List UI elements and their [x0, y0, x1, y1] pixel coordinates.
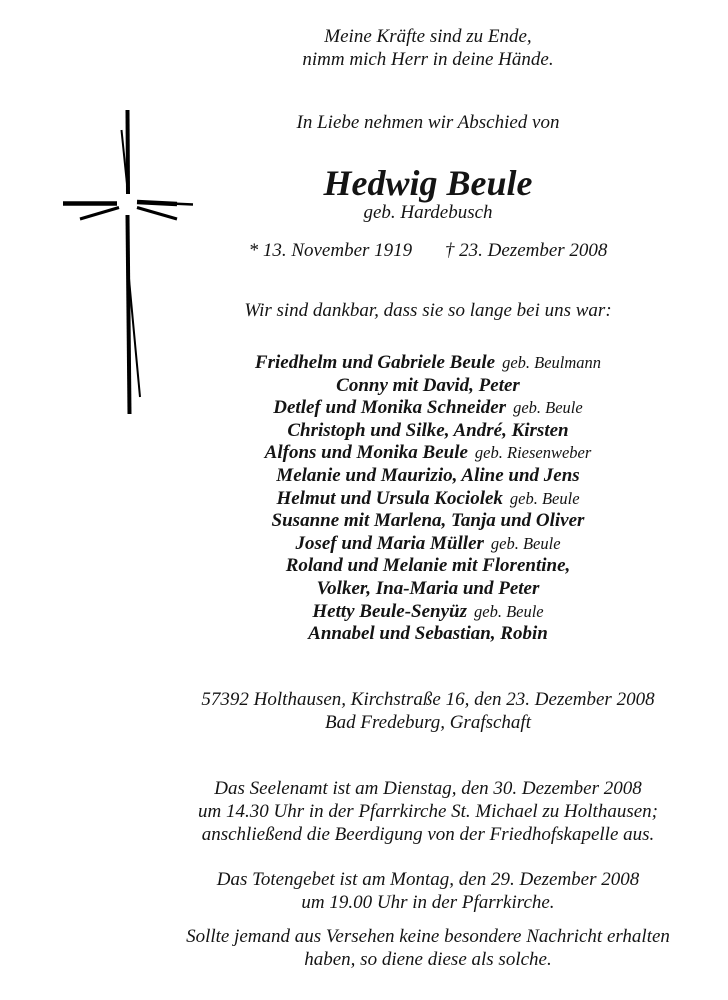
prayer-block [132, 868, 724, 914]
mourner-names: Hetty Beule-Senyüz [312, 600, 467, 622]
mourner-names: Detlef und Monika Schneider [273, 397, 507, 419]
mourner-line [132, 397, 724, 420]
mourner-maiden: geb. Beule [513, 398, 583, 418]
mourner-line [132, 352, 724, 375]
mourner-line [132, 420, 724, 443]
mourner-names: Helmut und Ursula Kociolek [276, 487, 503, 509]
mourner-maiden: geb. Beule [474, 601, 544, 621]
service-line-1: Das Seelenamt ist am Dienstag, den 30. Dezember 2008 [214, 777, 642, 799]
mourner-line [132, 555, 724, 578]
mourner-maiden: geb. Riesenweber [474, 443, 592, 463]
mourner-line [132, 375, 724, 398]
mourner-maiden: geb. Beulmann [502, 353, 602, 372]
mourner-line [132, 578, 724, 601]
mourner-line [132, 533, 724, 556]
mourner-names: Friedhelm und Gabriele Beule [254, 352, 496, 373]
mourner-line [132, 488, 724, 511]
gratitude-line: Wir sind dankbar, dass sie so lange bei uns war: [244, 300, 612, 321]
intro-line: In Liebe nehmen wir Abschied von [296, 112, 560, 133]
maiden-name: geb. Hardebusch [363, 202, 493, 223]
deceased-name: Hedwig Beule [323, 163, 533, 203]
place-date-line-1: 57392 Holthausen, Kirchstraße 16, den 23. Dezember 2008 [201, 688, 655, 710]
mourner-maiden: geb. Beule [509, 488, 580, 508]
mourner-names: Roland und Melanie mit Florentine, [285, 555, 571, 577]
mourner-line [132, 465, 724, 488]
mourner-names: Annabel und Sebastian, Robin [308, 623, 548, 645]
prayer-line-1: Das Totengebet ist am Montag, den 29. Dezember 2008 [216, 868, 640, 890]
mourner-names: Susanne mit Marlena, Tanja und Oliver [271, 510, 585, 532]
prayer-line-2: um 19.00 Uhr in der Pfarrkirche. [301, 891, 555, 913]
service-line-2: um 14.30 Uhr in der Pfarrkirche St. Michael zu Holthausen; [198, 800, 658, 822]
mourner-names: Melanie und Maurizio, Aline und Jens [276, 464, 580, 486]
mourner-names: Josef und Maria Müller [295, 532, 484, 554]
mourner-names: Conny mit David, Peter [336, 374, 520, 396]
place-date-line-2: Bad Fredeburg, Grafschaft [325, 711, 531, 733]
notice-text-column [132, 0, 724, 971]
closing-line-1: Sollte jemand aus Versehen keine besondere Nachricht erhalten [186, 925, 670, 947]
mourner-line [132, 601, 724, 624]
funeral-service-block [132, 777, 724, 846]
death-date: † 23. Dezember 2008 [444, 240, 608, 261]
mourner-names: Alfons und Monika Beule [264, 442, 468, 464]
mourners-list [132, 352, 724, 646]
place-date-block [132, 688, 724, 734]
mourner-line [132, 442, 724, 465]
service-line-3: anschließend die Beerdigung von der Friedhofskapelle aus. [201, 823, 655, 845]
quote-line-1: Meine Kräfte sind zu Ende, [324, 26, 532, 47]
mourner-maiden: geb. Beule [490, 533, 561, 553]
closing-line-2: haben, so diene diese als solche. [304, 948, 552, 970]
life-dates [132, 239, 724, 262]
mourner-line [132, 510, 724, 533]
closing-note [132, 925, 724, 971]
opening-quote [132, 0, 724, 71]
mourner-line [132, 623, 724, 646]
quote-line-2: nimm mich Herr in deine Hände. [302, 49, 554, 70]
mourner-names: Christoph und Silke, André, Kirsten [287, 419, 569, 441]
mourner-names: Volker, Ina-Maria und Peter [316, 577, 540, 599]
birth-date: * 13. November 1919 [248, 240, 413, 261]
